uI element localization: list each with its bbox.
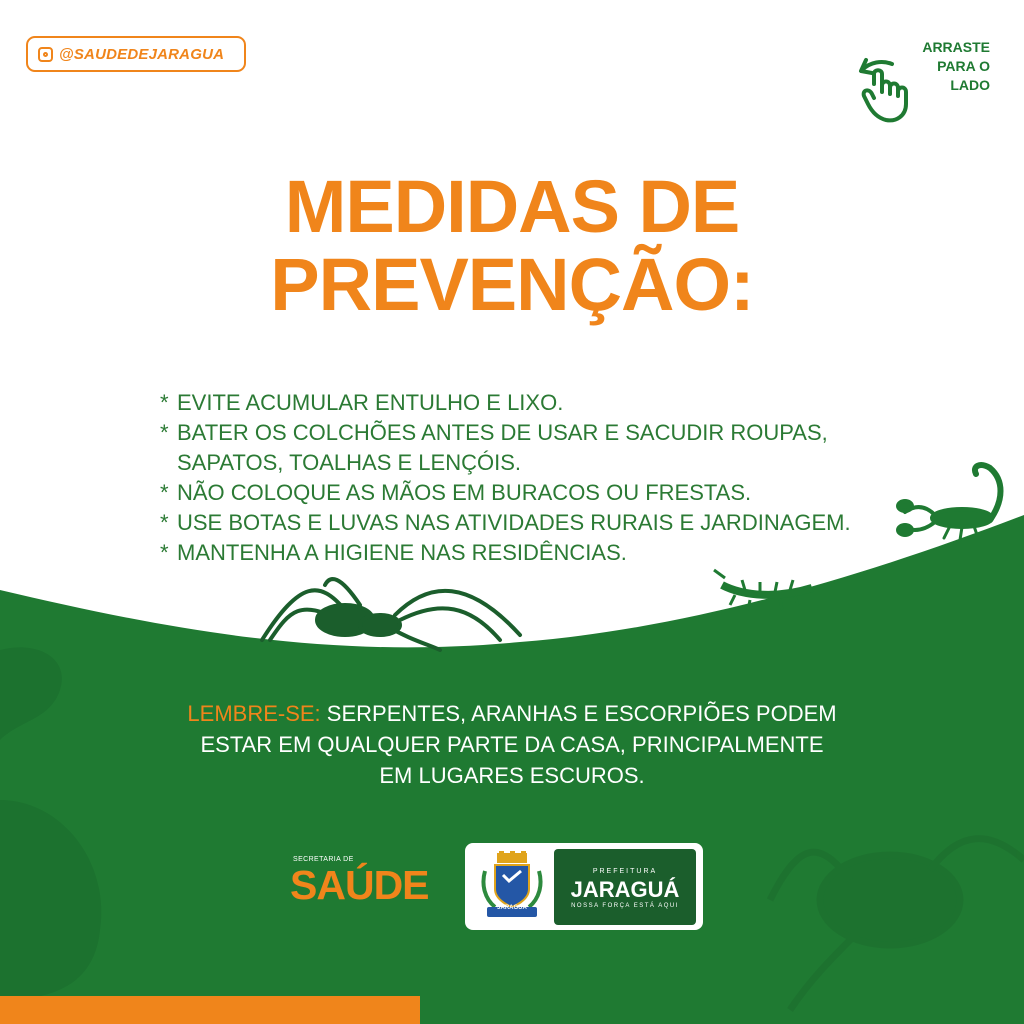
bullet-marker: * [160, 510, 169, 535]
list-item-continuation [160, 448, 880, 478]
prefeitura-name-panel [554, 849, 696, 925]
reminder-text [160, 698, 864, 791]
list-item [160, 418, 880, 448]
list-item-text: BATER OS COLCHÕES ANTES DE USAR E SACUDIR ROUPAS, [177, 420, 828, 445]
reminder-lead: LEMBRE-SE: [187, 701, 321, 726]
list-item-text: NÃO COLOQUE AS MÃOS EM BURACOS OU FRESTAS. [177, 480, 752, 505]
instagram-handle-badge[interactable] [26, 36, 246, 72]
prefeitura-name: JARAGUÁ [570, 877, 680, 902]
list-item-text: EVITE ACUMULAR ENTULHO E LIXO. [177, 390, 564, 415]
swipe-hint-line2: PARA O [937, 58, 990, 74]
orange-bar [0, 996, 420, 1024]
spider-silhouette [262, 579, 520, 650]
prefeitura-motto: NOSSA FORÇA ESTÁ AQUI [571, 903, 679, 909]
city-crest-icon [479, 851, 545, 923]
list-item [160, 508, 880, 538]
title-line1: MEDIDAS DE [284, 165, 740, 248]
bullet-marker: * [160, 540, 169, 565]
list-item-text: SAPATOS, TOALHAS E LENÇÓIS. [177, 450, 521, 475]
secretaria-label: SECRETARIA DE [293, 856, 354, 863]
swipe-hint-line3: LADO [950, 77, 990, 93]
list-item-text: USE BOTAS E LUVAS NAS ATIVIDADES RURAIS E JARDINAGEM. [177, 510, 851, 535]
reminder-line2: ESTAR EM QUALQUER PARTE DA CASA, PRINCIPALMENTE [200, 732, 824, 757]
prefeitura-label: PREFEITURA [592, 868, 658, 875]
bullet-marker: * [160, 420, 169, 445]
list-item [160, 388, 880, 418]
prevention-list [160, 388, 880, 568]
list-item [160, 538, 880, 568]
swipe-hint [880, 38, 990, 95]
list-item-text: MANTENHA A HIGIENE NAS RESIDÊNCIAS. [177, 540, 627, 565]
page-title [0, 165, 1024, 326]
bullet-marker: * [160, 390, 169, 415]
reminder-line1: SERPENTES, ARANHAS E ESCORPIÕES PODEM [326, 701, 837, 726]
reminder-line3: EM LUGARES ESCUROS. [379, 763, 645, 788]
instagram-icon [38, 47, 53, 62]
title-line2: PREVENÇÃO: [270, 243, 754, 326]
prefeitura-logo [465, 843, 703, 930]
secretaria-logo-text: SAÚDE [290, 862, 429, 908]
crest-label: JARAGUÁ [497, 905, 527, 911]
list-item [160, 478, 880, 508]
swipe-hint-line1: ARRASTE [922, 39, 990, 55]
instagram-handle: @SAUDEDEJARAGUA [59, 45, 225, 63]
scorpion-silhouette [898, 465, 1001, 540]
bullet-marker: * [160, 480, 169, 505]
